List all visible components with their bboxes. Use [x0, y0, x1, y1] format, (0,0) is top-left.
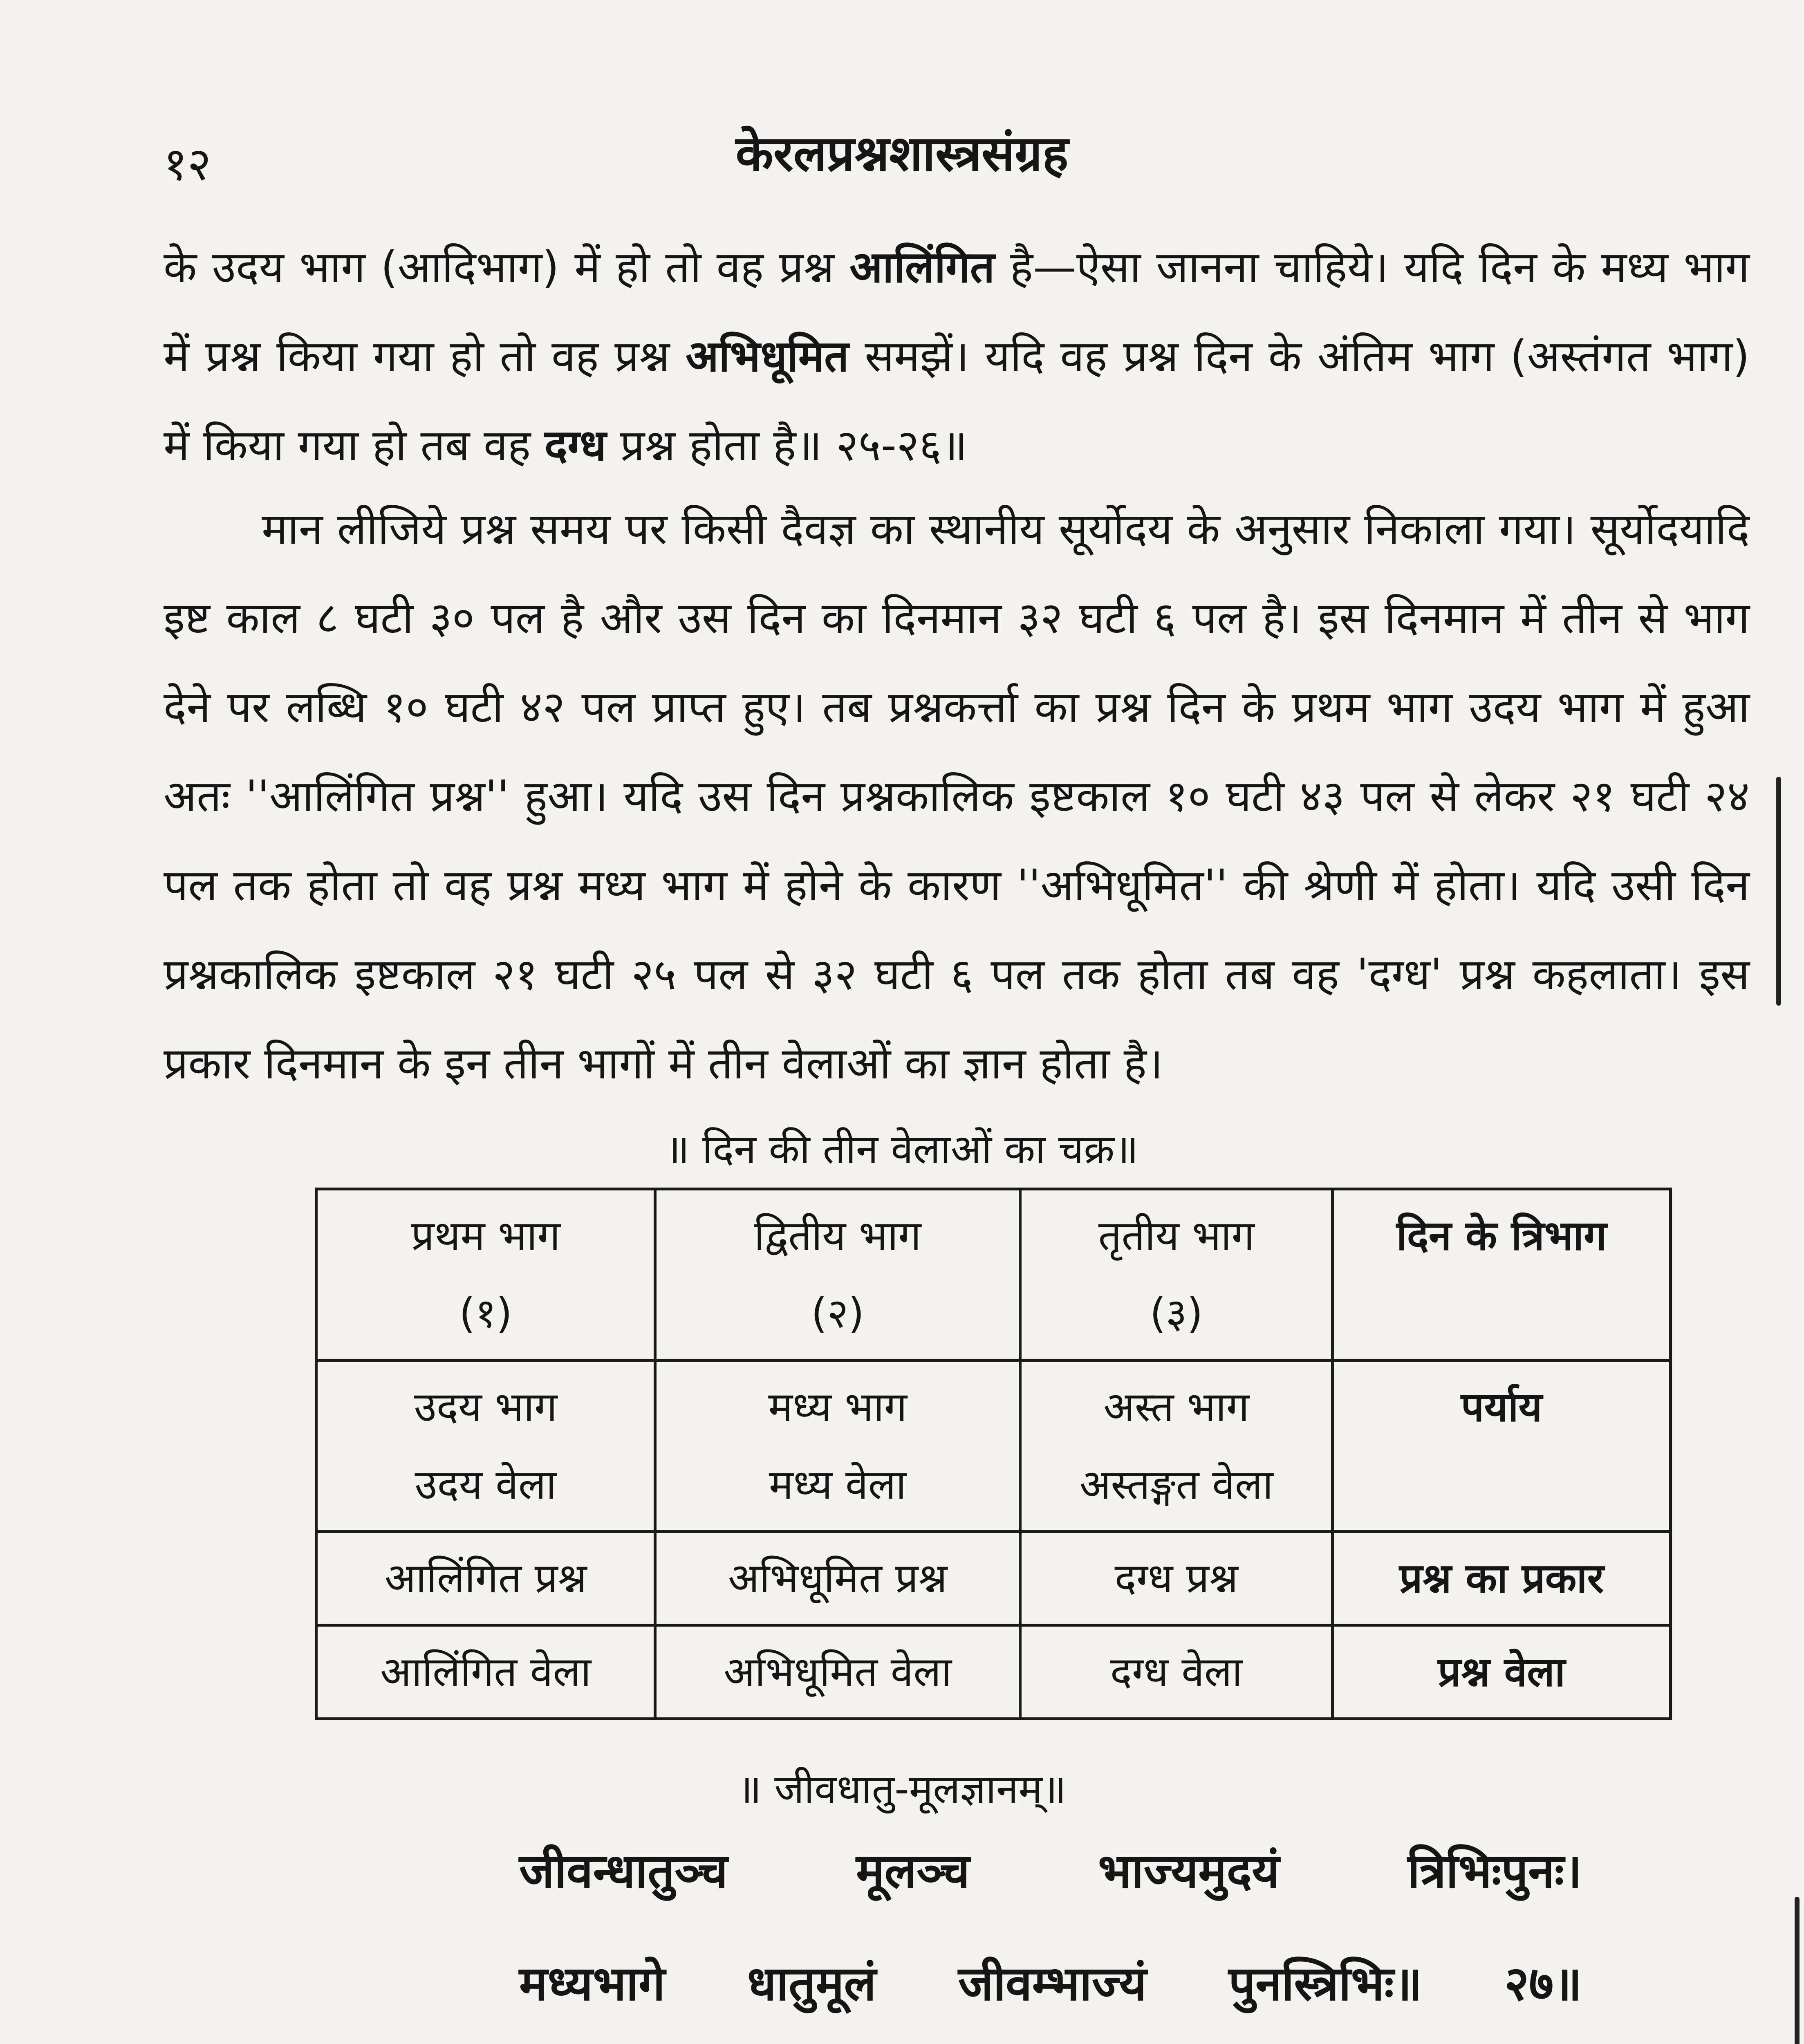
verse-block [519, 1815, 1582, 2044]
term-dagdh: दग्ध [544, 420, 607, 471]
table-cell: अस्त भाग अस्तङ्गत वेला [1020, 1360, 1333, 1532]
table-cell: पर्याय [1333, 1360, 1671, 1532]
table-cell: उदय भाग उदय वेला [316, 1360, 655, 1532]
verse-line: मध्यभागे धातुमूलं जीवम्भाज्यं पुनस्त्रिभिः॥ २७॥ [519, 1956, 1582, 2011]
table1-caption: ॥ दिन की तीन वेलाओं का चक्र॥ [665, 1126, 1138, 1173]
vela-table [315, 1188, 1672, 1720]
verse-line: जीवन्धातुञ्च मूलञ्च भाज्यमुदयं त्रिभिःपुनः। [519, 1844, 1582, 1899]
running-title: केरलप्रश्नशास्त्रसंग्रह [735, 126, 1069, 182]
table-cell: प्रथम भाग (१) [316, 1189, 655, 1360]
table-cell: दग्ध वेला [1020, 1625, 1333, 1719]
table-cell: प्रश्न वेला [1333, 1625, 1671, 1719]
paragraph-velas: के उदय भाग (आदिभाग) में हो तो वह प्रश्न आलिंगित है—ऐसा जानना चाहिये। यदि दिन के मध्य भाग में प्रश्न किया गया हो तो वह प्रश्न अभिधूमित समझें। यदि वह प्रश्न दिन के अंतिम भाग (अस्तंगत भाग) में किया गया हो तब वह दग्ध प्रश्न होता है॥ २५-२६॥ [164, 242, 1750, 471]
table-row [316, 1360, 1671, 1532]
table-cell: दिन के त्रिभाग [1333, 1189, 1671, 1360]
table-cell: आलिंगित प्रश्न [316, 1532, 655, 1625]
verse-line [519, 2040, 1582, 2044]
table-cell: द्वितीय भाग (२) [655, 1189, 1020, 1360]
section-heading: ॥ जीवधातु-मूलज्ञानम्॥ [737, 1766, 1067, 1813]
table-cell: दग्ध प्रश्न [1020, 1532, 1333, 1625]
table-cell: अभिधूमित वेला [655, 1625, 1020, 1719]
table-cell: अभिधूमित प्रश्न [655, 1532, 1020, 1625]
table-cell: तृतीय भाग (३) [1020, 1189, 1333, 1360]
table-cell: आलिंगित वेला [316, 1625, 655, 1719]
margin-bracket [1776, 777, 1781, 1006]
table-cell: प्रश्न का प्रकार [1333, 1532, 1671, 1625]
table-cell: मध्य भाग मध्य वेला [655, 1360, 1020, 1532]
page-number: १२ [164, 138, 211, 191]
paragraph-example: मान लीजिये प्रश्न समय पर किसी दैवज्ञ का स्थानीय सूर्योदय के अनुसार निकाला गया। सूर्योदयादि इष्ट काल ८ घटी ३० पल है और उस दिन का दिनमान ३२ घटी ६ पल है। इस दिनमान में तीन से भाग देने पर लब्धि १० घटी ४२ पल प्राप्त हुए। तब प्रश्नकर्त्ता का प्रश्न दिन के प्रथम भाग उदय भाग में हुआ अतः ''आलिंगित प्रश्न'' हुआ। यदि उस दिन प्रश्नकालिक इष्टकाल १० घटी ४३ पल से लेकर २१ घटी २४ पल तक होता तो वह प्रश्न मध्य भाग में होने के कारण ''अभिधूमित'' की श्रेणी में होता। यदि उसी दिन प्रश्नकालिक इष्टकाल २१ घटी २५ पल से ३२ घटी ६ पल तक होता तब वह 'दग्ध' प्रश्न कहलाता। इस प्रकार दिनमान के इन तीन भागों में तीन वेलाओं का ज्ञान होता है। [164, 504, 1750, 1089]
table-row [316, 1532, 1671, 1625]
term-alingit: आलिंगित [849, 242, 995, 292]
table-row [316, 1189, 1671, 1360]
term-abhidhumit: अभिधूमित [686, 331, 849, 381]
margin-bracket [1795, 1897, 1800, 2044]
table-row [316, 1625, 1671, 1719]
